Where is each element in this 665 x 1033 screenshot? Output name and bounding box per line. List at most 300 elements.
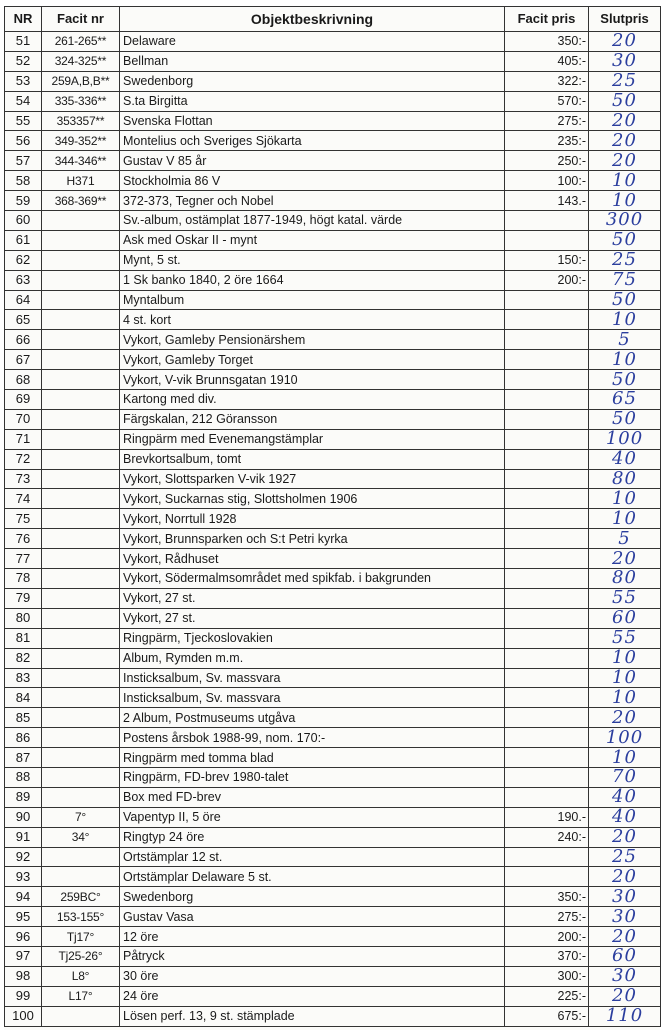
cell-slutpris: 40 xyxy=(589,787,661,807)
cell-description: Ortstämplar Delaware 5 st. xyxy=(120,867,505,887)
table-row xyxy=(5,429,661,449)
cell-facit-pris xyxy=(505,748,589,768)
table-row xyxy=(5,887,661,907)
cell-slutpris: 20 xyxy=(589,131,661,151)
cell-description: Postens årsbok 1988-99, nom. 170:- xyxy=(120,728,505,748)
cell-slutpris: 30 xyxy=(589,51,661,71)
cell-slutpris: 30 xyxy=(589,887,661,907)
cell-description: Ringtyp 24 öre xyxy=(120,827,505,847)
cell-facit-pris: 150:- xyxy=(505,250,589,270)
cell-slutpris: 30 xyxy=(589,907,661,927)
table-row xyxy=(5,569,661,589)
cell-facit-nr xyxy=(42,748,120,768)
table-row xyxy=(5,807,661,827)
cell-description: Vykort, Norrtull 1928 xyxy=(120,509,505,529)
cell-slutpris: 20 xyxy=(589,32,661,52)
header-objektbeskrivning: Objektbeskrivning xyxy=(120,7,505,32)
cell-description: Påtryck xyxy=(120,946,505,966)
cell-description: Ringpärm, FD-brev 1980-talet xyxy=(120,767,505,787)
header-row xyxy=(5,7,661,32)
cell-slutpris: 10 xyxy=(589,350,661,370)
cell-slutpris: 80 xyxy=(589,469,661,489)
cell-nr: 73 xyxy=(5,469,42,489)
table-row xyxy=(5,449,661,469)
cell-facit-nr: 259A,B,B** xyxy=(42,71,120,91)
cell-nr: 65 xyxy=(5,310,42,330)
cell-facit-nr xyxy=(42,867,120,887)
table-row xyxy=(5,688,661,708)
cell-facit-pris xyxy=(505,708,589,728)
cell-facit-pris xyxy=(505,469,589,489)
cell-description: Vykort, Gamleby Torget xyxy=(120,350,505,370)
cell-facit-nr xyxy=(42,270,120,290)
cell-facit-nr xyxy=(42,628,120,648)
cell-facit-nr xyxy=(42,668,120,688)
table-row xyxy=(5,111,661,131)
cell-nr: 82 xyxy=(5,648,42,668)
cell-nr: 99 xyxy=(5,986,42,1006)
cell-facit-nr xyxy=(42,569,120,589)
cell-facit-pris xyxy=(505,668,589,688)
cell-facit-nr xyxy=(42,1006,120,1026)
cell-facit-pris xyxy=(505,529,589,549)
cell-description: 372-373, Tegner och Nobel xyxy=(120,191,505,211)
cell-facit-pris: 322:- xyxy=(505,71,589,91)
cell-facit-pris xyxy=(505,350,589,370)
table-row xyxy=(5,986,661,1006)
cell-nr: 100 xyxy=(5,1006,42,1026)
cell-facit-pris xyxy=(505,230,589,250)
cell-facit-pris: 275:- xyxy=(505,111,589,131)
cell-slutpris: 40 xyxy=(589,449,661,469)
cell-slutpris: 40 xyxy=(589,807,661,827)
cell-facit-pris xyxy=(505,290,589,310)
cell-description: Sv.-album, ostämplat 1877-1949, högt katal. värde xyxy=(120,211,505,231)
cell-facit-pris: 200:- xyxy=(505,270,589,290)
table-row xyxy=(5,529,661,549)
cell-slutpris: 10 xyxy=(589,509,661,529)
cell-description: 1 Sk banko 1840, 2 öre 1664 xyxy=(120,270,505,290)
cell-nr: 94 xyxy=(5,887,42,907)
cell-facit-nr xyxy=(42,688,120,708)
cell-nr: 64 xyxy=(5,290,42,310)
cell-facit-pris: 225:- xyxy=(505,986,589,1006)
cell-description: Svenska Flottan xyxy=(120,111,505,131)
cell-facit-pris: 350:- xyxy=(505,32,589,52)
cell-slutpris: 10 xyxy=(589,688,661,708)
table-row xyxy=(5,151,661,171)
cell-description: Vykort, Suckarnas stig, Slottsholmen 1906 xyxy=(120,489,505,509)
cell-nr: 93 xyxy=(5,867,42,887)
cell-nr: 79 xyxy=(5,588,42,608)
cell-description: Färgskalan, 212 Göransson xyxy=(120,409,505,429)
cell-facit-nr: 349-352** xyxy=(42,131,120,151)
cell-facit-nr xyxy=(42,847,120,867)
cell-facit-nr xyxy=(42,708,120,728)
table-row xyxy=(5,946,661,966)
table-header xyxy=(5,7,661,32)
table-row xyxy=(5,409,661,429)
cell-nr: 66 xyxy=(5,330,42,350)
cell-facit-nr: Tj25-26° xyxy=(42,946,120,966)
cell-description: Album, Rymden m.m. xyxy=(120,648,505,668)
cell-slutpris: 10 xyxy=(589,668,661,688)
cell-facit-nr: 368-369** xyxy=(42,191,120,211)
cell-description: Kartong med div. xyxy=(120,390,505,410)
cell-slutpris: 25 xyxy=(589,71,661,91)
cell-slutpris: 50 xyxy=(589,370,661,390)
cell-slutpris: 60 xyxy=(589,946,661,966)
cell-facit-nr: L17° xyxy=(42,986,120,1006)
cell-description: 4 st. kort xyxy=(120,310,505,330)
table-row xyxy=(5,230,661,250)
cell-slutpris: 5 xyxy=(589,529,661,549)
cell-description: Swedenborg xyxy=(120,887,505,907)
cell-slutpris: 20 xyxy=(589,708,661,728)
cell-description: Vykort, Rådhuset xyxy=(120,549,505,569)
cell-description: Bellman xyxy=(120,51,505,71)
cell-nr: 61 xyxy=(5,230,42,250)
header-slutpris: Slutpris xyxy=(589,7,661,32)
cell-nr: 88 xyxy=(5,767,42,787)
cell-facit-nr xyxy=(42,529,120,549)
cell-facit-nr xyxy=(42,211,120,231)
table-row xyxy=(5,250,661,270)
table-row xyxy=(5,787,661,807)
cell-description: Ortstämplar 12 st. xyxy=(120,847,505,867)
cell-facit-pris xyxy=(505,449,589,469)
cell-facit-pris: 250:- xyxy=(505,151,589,171)
cell-facit-pris xyxy=(505,370,589,390)
cell-slutpris: 30 xyxy=(589,966,661,986)
auction-results-table xyxy=(4,6,661,1027)
cell-description: Vykort, V-vik Brunnsgatan 1910 xyxy=(120,370,505,390)
table-row xyxy=(5,469,661,489)
cell-slutpris: 55 xyxy=(589,588,661,608)
cell-description: Ringpärm med Evenemangstämplar xyxy=(120,429,505,449)
cell-description: Vykort, Södermalmsområdet med spikfab. i bakgrunden xyxy=(120,569,505,589)
cell-description: Brevkortsalbum, tomt xyxy=(120,449,505,469)
cell-facit-pris xyxy=(505,688,589,708)
cell-facit-nr xyxy=(42,409,120,429)
table-row xyxy=(5,827,661,847)
cell-facit-nr xyxy=(42,310,120,330)
cell-facit-nr xyxy=(42,350,120,370)
cell-facit-pris xyxy=(505,569,589,589)
cell-description: Vykort, Slottsparken V-vik 1927 xyxy=(120,469,505,489)
cell-facit-nr xyxy=(42,390,120,410)
table-row xyxy=(5,191,661,211)
table-row xyxy=(5,767,661,787)
cell-nr: 59 xyxy=(5,191,42,211)
cell-slutpris: 20 xyxy=(589,867,661,887)
table-row xyxy=(5,32,661,52)
cell-nr: 89 xyxy=(5,787,42,807)
cell-nr: 72 xyxy=(5,449,42,469)
cell-slutpris: 80 xyxy=(589,569,661,589)
cell-nr: 81 xyxy=(5,628,42,648)
cell-facit-nr xyxy=(42,648,120,668)
cell-nr: 97 xyxy=(5,946,42,966)
cell-facit-nr xyxy=(42,469,120,489)
cell-nr: 60 xyxy=(5,211,42,231)
cell-nr: 56 xyxy=(5,131,42,151)
cell-description: Vykort, 27 st. xyxy=(120,588,505,608)
cell-nr: 68 xyxy=(5,370,42,390)
table-row xyxy=(5,907,661,927)
cell-nr: 78 xyxy=(5,569,42,589)
cell-facit-nr: 153-155° xyxy=(42,907,120,927)
cell-facit-nr xyxy=(42,509,120,529)
cell-facit-nr: L8° xyxy=(42,966,120,986)
cell-slutpris: 20 xyxy=(589,111,661,131)
cell-nr: 69 xyxy=(5,390,42,410)
cell-nr: 74 xyxy=(5,489,42,509)
cell-facit-nr xyxy=(42,370,120,390)
cell-facit-nr: H371 xyxy=(42,171,120,191)
cell-nr: 92 xyxy=(5,847,42,867)
cell-slutpris: 100 xyxy=(589,429,661,449)
cell-slutpris: 10 xyxy=(589,748,661,768)
cell-description: Gustav V 85 år xyxy=(120,151,505,171)
cell-slutpris: 20 xyxy=(589,827,661,847)
cell-facit-pris: 200:- xyxy=(505,927,589,947)
cell-nr: 86 xyxy=(5,728,42,748)
cell-facit-nr xyxy=(42,767,120,787)
cell-description: Mynt, 5 st. xyxy=(120,250,505,270)
cell-description: Gustav Vasa xyxy=(120,907,505,927)
cell-nr: 55 xyxy=(5,111,42,131)
cell-facit-pris: 143.- xyxy=(505,191,589,211)
cell-description: Vykort, Gamleby Pensionärshem xyxy=(120,330,505,350)
cell-facit-pris xyxy=(505,787,589,807)
table-row xyxy=(5,648,661,668)
table-row xyxy=(5,728,661,748)
cell-facit-pris: 675:- xyxy=(505,1006,589,1026)
cell-nr: 75 xyxy=(5,509,42,529)
cell-facit-pris: 370:- xyxy=(505,946,589,966)
cell-nr: 57 xyxy=(5,151,42,171)
table-row xyxy=(5,628,661,648)
cell-facit-nr: 34° xyxy=(42,827,120,847)
table-row xyxy=(5,927,661,947)
cell-facit-pris xyxy=(505,489,589,509)
cell-facit-pris xyxy=(505,588,589,608)
cell-nr: 98 xyxy=(5,966,42,986)
cell-description: Montelius och Sveriges Sjökarta xyxy=(120,131,505,151)
cell-description: Box med FD-brev xyxy=(120,787,505,807)
table-row xyxy=(5,867,661,887)
cell-facit-pris xyxy=(505,549,589,569)
table-row xyxy=(5,171,661,191)
cell-nr: 58 xyxy=(5,171,42,191)
cell-slutpris: 10 xyxy=(589,489,661,509)
header-nr: NR xyxy=(5,7,42,32)
table-row xyxy=(5,370,661,390)
cell-facit-nr xyxy=(42,787,120,807)
cell-facit-nr: 335-336** xyxy=(42,91,120,111)
table-row xyxy=(5,668,661,688)
cell-facit-pris: 275:- xyxy=(505,907,589,927)
header-facit-nr: Facit nr xyxy=(42,7,120,32)
cell-facit-pris: 570:- xyxy=(505,91,589,111)
table-row xyxy=(5,549,661,569)
cell-slutpris: 25 xyxy=(589,250,661,270)
cell-description: Ringpärm, Tjeckoslovakien xyxy=(120,628,505,648)
cell-description: S.ta Birgitta xyxy=(120,91,505,111)
table-row xyxy=(5,966,661,986)
cell-facit-nr: 324-325** xyxy=(42,51,120,71)
cell-facit-pris xyxy=(505,330,589,350)
cell-slutpris: 25 xyxy=(589,847,661,867)
cell-facit-nr xyxy=(42,230,120,250)
cell-description: Swedenborg xyxy=(120,71,505,91)
cell-facit-nr xyxy=(42,429,120,449)
cell-nr: 90 xyxy=(5,807,42,827)
cell-nr: 77 xyxy=(5,549,42,569)
cell-slutpris: 110 xyxy=(589,1006,661,1026)
table-row xyxy=(5,708,661,728)
cell-facit-nr xyxy=(42,489,120,509)
cell-facit-pris xyxy=(505,728,589,748)
cell-facit-pris xyxy=(505,867,589,887)
cell-nr: 87 xyxy=(5,748,42,768)
cell-description: 30 öre xyxy=(120,966,505,986)
cell-description: Ask med Oskar II - mynt xyxy=(120,230,505,250)
cell-facit-pris: 300:- xyxy=(505,966,589,986)
table-row xyxy=(5,509,661,529)
cell-facit-pris xyxy=(505,847,589,867)
cell-facit-nr xyxy=(42,330,120,350)
cell-slutpris: 65 xyxy=(589,390,661,410)
cell-nr: 71 xyxy=(5,429,42,449)
cell-nr: 63 xyxy=(5,270,42,290)
cell-slutpris: 20 xyxy=(589,151,661,171)
cell-slutpris: 50 xyxy=(589,290,661,310)
cell-facit-pris: 240:- xyxy=(505,827,589,847)
cell-facit-pris xyxy=(505,409,589,429)
cell-nr: 62 xyxy=(5,250,42,270)
cell-facit-pris: 190.- xyxy=(505,807,589,827)
cell-nr: 53 xyxy=(5,71,42,91)
cell-nr: 67 xyxy=(5,350,42,370)
cell-slutpris: 20 xyxy=(589,927,661,947)
cell-description: 2 Album, Postmuseums utgåva xyxy=(120,708,505,728)
cell-facit-nr: 353357** xyxy=(42,111,120,131)
cell-description: Delaware xyxy=(120,32,505,52)
header-facit-pris: Facit pris xyxy=(505,7,589,32)
cell-slutpris: 20 xyxy=(589,986,661,1006)
table-row xyxy=(5,748,661,768)
cell-facit-pris: 350:- xyxy=(505,887,589,907)
auction-sheet xyxy=(4,6,660,1030)
cell-nr: 84 xyxy=(5,688,42,708)
cell-facit-pris xyxy=(505,509,589,529)
table-row xyxy=(5,390,661,410)
table-row xyxy=(5,310,661,330)
cell-facit-pris: 235:- xyxy=(505,131,589,151)
cell-facit-nr xyxy=(42,588,120,608)
table-row xyxy=(5,51,661,71)
cell-nr: 96 xyxy=(5,927,42,947)
cell-nr: 95 xyxy=(5,907,42,927)
cell-slutpris: 20 xyxy=(589,549,661,569)
table-body xyxy=(5,32,661,1027)
cell-facit-nr xyxy=(42,449,120,469)
table-row xyxy=(5,270,661,290)
table-row xyxy=(5,489,661,509)
cell-slutpris: 75 xyxy=(589,270,661,290)
cell-facit-pris xyxy=(505,211,589,231)
cell-facit-nr xyxy=(42,608,120,628)
table-row xyxy=(5,290,661,310)
cell-facit-pris xyxy=(505,310,589,330)
cell-slutpris: 50 xyxy=(589,91,661,111)
table-row xyxy=(5,1006,661,1026)
cell-slutpris: 10 xyxy=(589,191,661,211)
cell-nr: 80 xyxy=(5,608,42,628)
cell-facit-pris: 100:- xyxy=(505,171,589,191)
cell-description: Stockholmia 86 V xyxy=(120,171,505,191)
table-row xyxy=(5,330,661,350)
cell-nr: 83 xyxy=(5,668,42,688)
cell-description: Insticksalbum, Sv. massvara xyxy=(120,668,505,688)
cell-description: 12 öre xyxy=(120,927,505,947)
cell-description: Vykort, 27 st. xyxy=(120,608,505,628)
cell-description: Vapentyp II, 5 öre xyxy=(120,807,505,827)
cell-facit-nr xyxy=(42,728,120,748)
table-row xyxy=(5,608,661,628)
cell-facit-nr: Tj17° xyxy=(42,927,120,947)
cell-facit-nr: 261-265** xyxy=(42,32,120,52)
cell-slutpris: 60 xyxy=(589,608,661,628)
table-row xyxy=(5,211,661,231)
table-row xyxy=(5,350,661,370)
cell-slutpris: 70 xyxy=(589,767,661,787)
cell-description: Vykort, Brunnsparken och S:t Petri kyrka xyxy=(120,529,505,549)
cell-facit-nr xyxy=(42,290,120,310)
cell-facit-pris: 405:- xyxy=(505,51,589,71)
cell-nr: 76 xyxy=(5,529,42,549)
cell-nr: 51 xyxy=(5,32,42,52)
cell-nr: 70 xyxy=(5,409,42,429)
cell-nr: 85 xyxy=(5,708,42,728)
cell-facit-pris xyxy=(505,429,589,449)
cell-slutpris: 50 xyxy=(589,230,661,250)
cell-slutpris: 50 xyxy=(589,409,661,429)
cell-slutpris: 10 xyxy=(589,171,661,191)
cell-nr: 54 xyxy=(5,91,42,111)
table-row xyxy=(5,131,661,151)
cell-slutpris: 10 xyxy=(589,648,661,668)
cell-facit-nr xyxy=(42,549,120,569)
cell-facit-pris xyxy=(505,628,589,648)
table-row xyxy=(5,588,661,608)
cell-description: Lösen perf. 13, 9 st. stämplade xyxy=(120,1006,505,1026)
cell-facit-nr: 259BC° xyxy=(42,887,120,907)
cell-slutpris: 300 xyxy=(589,211,661,231)
cell-slutpris: 5 xyxy=(589,330,661,350)
cell-facit-pris xyxy=(505,648,589,668)
cell-description: Myntalbum xyxy=(120,290,505,310)
table-row xyxy=(5,71,661,91)
cell-slutpris: 100 xyxy=(589,728,661,748)
cell-description: Insticksalbum, Sv. massvara xyxy=(120,688,505,708)
cell-facit-pris xyxy=(505,608,589,628)
table-row xyxy=(5,847,661,867)
cell-facit-nr xyxy=(42,250,120,270)
cell-description: Ringpärm med tomma blad xyxy=(120,748,505,768)
